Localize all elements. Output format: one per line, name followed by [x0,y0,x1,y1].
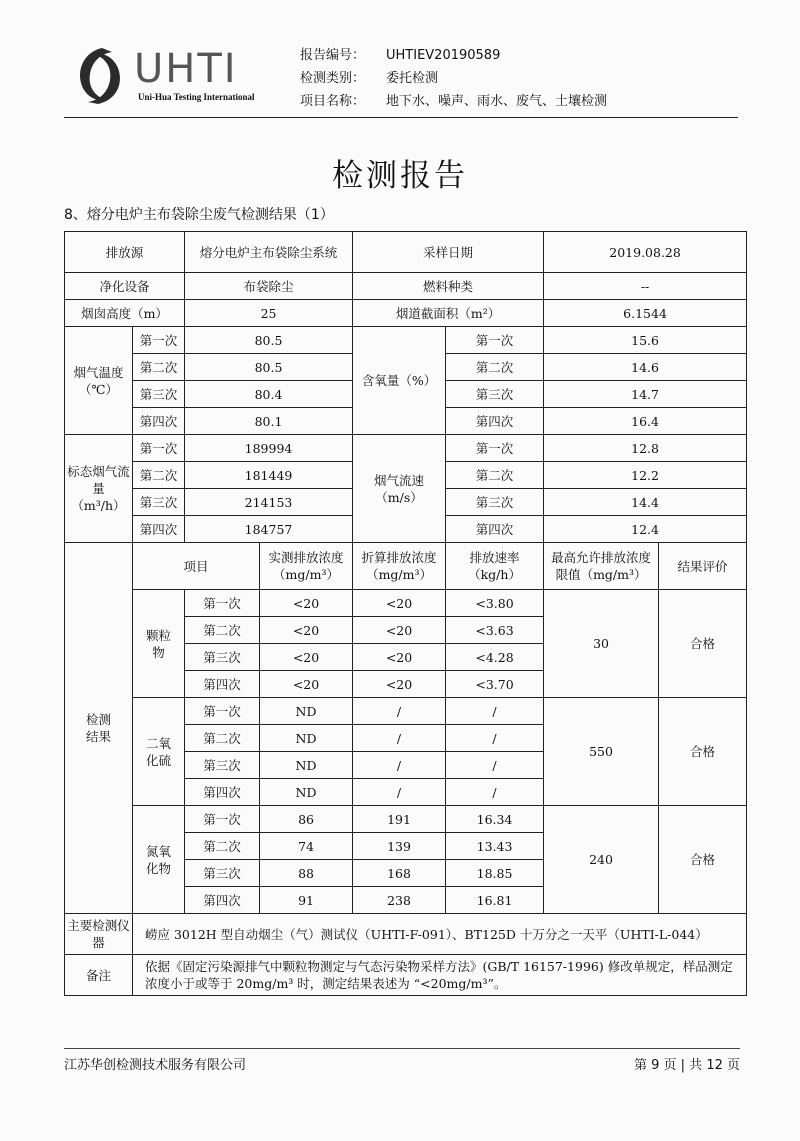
company-name: 江苏华创检测技术服务有限公司 [64,1058,247,1073]
result-value: ND [260,698,353,725]
table-row [65,435,747,462]
eval-value: 合格 [659,698,747,806]
round-label: 第一次 [185,698,260,725]
velocity-value: 12.8 [544,435,747,462]
eval-value: 合格 [659,590,747,698]
result-value: / [446,752,544,779]
result-value: 168 [353,860,446,887]
table-row [65,955,747,996]
result-value: <20 [260,644,353,671]
footer [64,1054,740,1073]
flow-value: 184757 [185,516,353,543]
header-item: 项目 [133,543,260,590]
result-value: ND [260,779,353,806]
page-number: 第 9 页 | 共 12 页 [634,1058,740,1073]
cell-line: 检测 [85,712,111,727]
source-value: 熔分电炉主布袋除尘系统 [185,232,353,273]
category: 委托检测 [386,71,439,86]
temp-label: 烟气温度（℃） [65,327,133,435]
round-label: 第四次 [185,671,260,698]
cell-line: 结果 [85,729,111,744]
result-value: / [353,752,446,779]
header-converted: 折算排放浓度（mg/m³） [353,543,446,590]
date-value: 2019.08.28 [544,232,747,273]
round-label: 第一次 [133,327,185,354]
result-value: 18.85 [446,860,544,887]
table-row [65,914,747,955]
round-label: 第四次 [185,887,260,914]
height-value: 25 [185,300,353,327]
table-row [65,300,747,327]
result-value: / [446,779,544,806]
result-value: / [446,698,544,725]
table-row [65,590,747,617]
cell-line: 标态烟气流量 [67,464,130,496]
report-no-label: 报告编号： [300,48,366,63]
results-table [64,231,747,996]
table-row [65,806,747,833]
limit-value: 240 [544,806,659,914]
oxygen-value: 14.6 [544,354,747,381]
result-value: <20 [353,644,446,671]
device-value: 布袋除尘 [185,273,353,300]
header-rate: 排放速率（kg/h） [446,543,544,590]
eval-value: 合格 [659,806,747,914]
temp-value: 80.5 [185,354,353,381]
page-title: 检测报告 [332,158,468,194]
fuel-value: -- [544,273,747,300]
result-value: 238 [353,887,446,914]
round-label: 第二次 [133,354,185,381]
round-label: 第一次 [446,435,544,462]
flow-value: 189994 [185,435,353,462]
report-no: UHTIEV20190589 [386,48,501,63]
round-label: 第三次 [446,381,544,408]
result-value: <3.63 [446,617,544,644]
pollutant-name [133,698,185,806]
table-row [65,273,747,300]
category-label: 检测类别： [300,71,366,86]
cell-line: （m/s） [375,489,423,505]
result-value: 86 [260,806,353,833]
temp-value: 80.1 [185,408,353,435]
round-label: 第四次 [133,516,185,543]
project: 地下水、噪声、雨水、废气、土壤检测 [386,94,608,109]
cell-line: （m³/h） [71,498,126,513]
header-divider [64,117,738,118]
device-label: 净化设备 [65,273,185,300]
cell-line: 烟气流速 [374,472,425,488]
oxygen-value: 15.6 [544,327,747,354]
round-label: 第三次 [185,752,260,779]
velocity-value: 12.2 [544,462,747,489]
section-title: 8、熔分电炉主布袋除尘废气检测结果（1） [64,207,334,223]
result-value: <20 [260,590,353,617]
round-label: 第一次 [133,435,185,462]
flow-value: 214153 [185,489,353,516]
flow-label [65,435,133,543]
velocity-value: 12.4 [544,516,747,543]
velocity-value: 14.4 [544,489,747,516]
oxygen-value: 16.4 [544,408,747,435]
results-group-label [65,543,133,914]
oxygen-label: 含氧量（%） [353,327,446,435]
round-label: 第二次 [185,833,260,860]
result-value: / [353,725,446,752]
fuel-label: 燃料种类 [353,273,544,300]
result-value: <3.80 [446,590,544,617]
table-row [65,327,747,354]
result-value: <20 [353,590,446,617]
round-label: 第一次 [185,590,260,617]
notes-value: 依据《固定污染源排气中颗粒物测定与气态污染物采样方法》(GB/T 16157-1996) 修改单规定，样品测定浓度小于或等于 20mg/m³ 时，测定结果表述为 “<20mg/m³”。 [133,955,747,996]
result-value: 191 [353,806,446,833]
cell-line: 颗粒 [146,627,172,643]
oxygen-value: 14.7 [544,381,747,408]
result-value: <20 [260,617,353,644]
result-value: 16.81 [446,887,544,914]
project-label: 项目名称： [300,94,366,109]
cell-line: 物 [152,644,165,660]
result-value: <4.28 [446,644,544,671]
result-value: <20 [260,671,353,698]
limit-value: 550 [544,698,659,806]
result-value: <20 [353,671,446,698]
instruments-label: 主要检测仪器 [65,914,133,955]
flow-value: 181449 [185,462,353,489]
table-row [65,543,747,590]
result-value: ND [260,725,353,752]
round-label: 第二次 [446,354,544,381]
round-label: 第三次 [185,860,260,887]
footer-divider [64,1048,740,1049]
header-limit: 最高允许排放浓度限值（mg/m³） [544,543,659,590]
result-value: / [353,698,446,725]
cell-line: 二氧 [146,735,172,751]
notes-label: 备注 [65,955,133,996]
result-value: / [446,725,544,752]
table-row [65,698,747,725]
cell-line: 氮氧 [146,843,172,859]
round-label: 第三次 [446,489,544,516]
cell-line: 化物 [146,860,172,876]
pollutant-name [133,806,185,914]
round-label: 第二次 [185,725,260,752]
area-value: 6.1544 [544,300,747,327]
report-meta [300,44,607,113]
result-value: 139 [353,833,446,860]
limit-value: 30 [544,590,659,698]
round-label: 第四次 [446,408,544,435]
temp-value: 80.4 [185,381,353,408]
result-value: ND [260,752,353,779]
pollutant-name [133,590,185,698]
result-value: 88 [260,860,353,887]
velocity-label [353,435,446,543]
date-label: 采样日期 [353,232,544,273]
round-label: 第二次 [446,462,544,489]
temp-value: 80.5 [185,327,353,354]
round-label: 第二次 [133,462,185,489]
round-label: 第三次 [133,381,185,408]
header-measured: 实测排放浓度（mg/m³） [260,543,353,590]
round-label: 第三次 [133,489,185,516]
height-label: 烟囱高度（m） [65,300,185,327]
source-label: 排放源 [65,232,185,273]
cell-line: 化硫 [146,752,172,768]
logo-wordmark: UHTI [134,46,238,92]
result-value: 13.43 [446,833,544,860]
header-eval: 结果评价 [659,543,747,590]
result-value: <3.70 [446,671,544,698]
result-value: / [353,779,446,806]
round-label: 第四次 [446,516,544,543]
round-label: 第二次 [185,617,260,644]
round-label: 第四次 [185,779,260,806]
table-row [65,232,747,273]
round-label: 第四次 [133,408,185,435]
logo-subtitle: Uni-Hua Testing International [138,92,255,102]
result-value: <20 [353,617,446,644]
result-value: 16.34 [446,806,544,833]
round-label: 第一次 [185,806,260,833]
result-value: 91 [260,887,353,914]
round-label: 第一次 [446,327,544,354]
round-label: 第三次 [185,644,260,671]
instruments-value: 崂应 3012H 型自动烟尘（气）测试仪（UHTI-F-091）、BT125D 十万分之一天平（UHTI-L-044） [133,914,747,955]
result-value: 74 [260,833,353,860]
area-label: 烟道截面积（m²） [353,300,544,327]
